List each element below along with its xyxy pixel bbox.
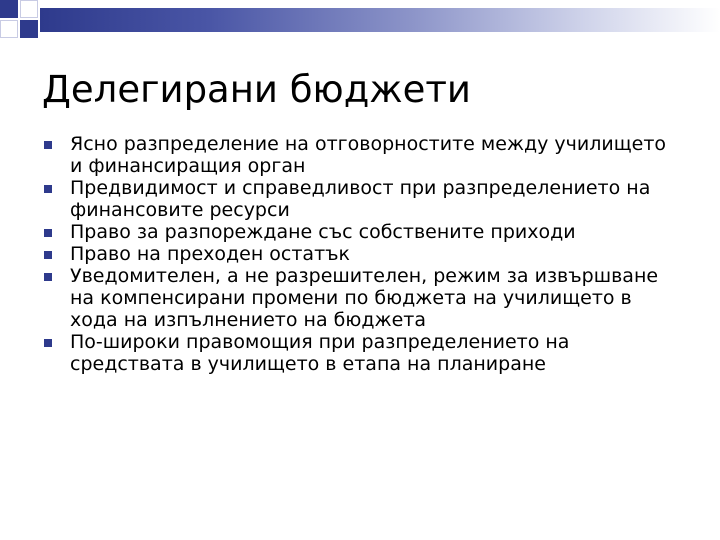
bullet-text: Ясно разпределение на отговорностите между училището и финансиращия орган [70, 133, 667, 177]
decorative-square-icon [0, 20, 18, 38]
bullet-text: Право за разпореждане със собствените приходи [70, 221, 576, 243]
decorative-square-icon [20, 0, 38, 18]
slide-title: Делегирани бюджети [42, 68, 471, 111]
bullet-text: Право на преходен остатък [70, 243, 351, 265]
bullet-text: Предвидимост и справедливост при разпределението на финансовите ресурси [70, 177, 651, 221]
square-bullet-icon [44, 251, 52, 259]
bullet-item [42, 133, 682, 177]
decorative-square-icon [20, 20, 38, 38]
bullet-item [42, 177, 682, 221]
header-decoration [0, 0, 720, 40]
bullet-item [42, 331, 682, 375]
bullet-text: Уведомителен, а не разрешителен, режим за извършване на компенсирани промени по бюджета на училището в хода на изпълнението на бюджета [70, 265, 659, 331]
square-bullet-icon [44, 185, 52, 193]
bullet-item [42, 243, 682, 265]
gradient-bar [40, 8, 720, 32]
square-bullet-icon [44, 229, 52, 237]
bullet-item [42, 221, 682, 243]
square-bullet-icon [44, 141, 52, 149]
decorative-square-icon [0, 0, 18, 18]
bullet-item [42, 265, 682, 331]
square-bullet-icon [44, 273, 52, 281]
bullet-list [42, 133, 682, 375]
square-bullet-icon [44, 339, 52, 347]
bullet-text: По-широки правомощия при разпределението на средствата в училището в етапа на планиране [70, 331, 570, 375]
